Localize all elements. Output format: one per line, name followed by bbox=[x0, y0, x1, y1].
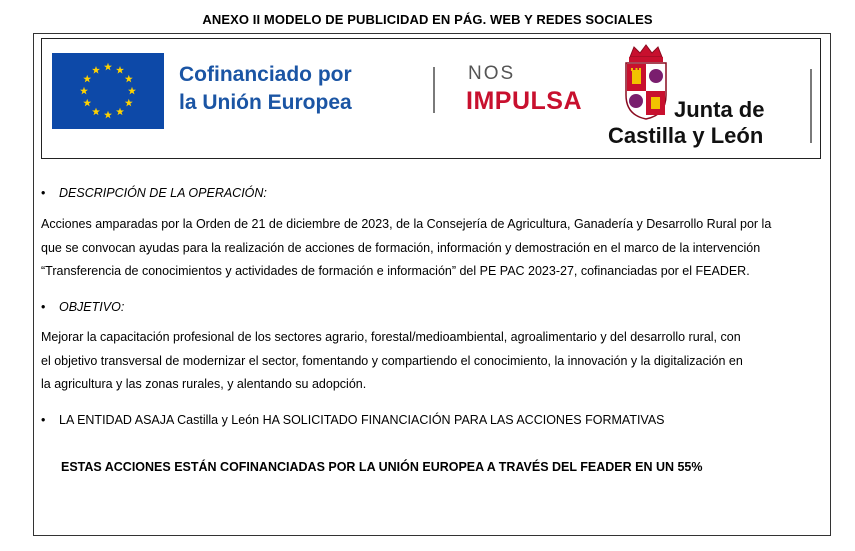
descripcion-line: que se convocan ayudas para la realización de acciones de formación, información y demostración en el marco de la intervención bbox=[41, 240, 761, 255]
descripcion-paragraph bbox=[41, 213, 855, 284]
logo-banner bbox=[41, 38, 821, 159]
jcyl-coat-of-arms-icon bbox=[620, 43, 672, 123]
entidad-suffix: HA SOLICITADO FINANCIACIÓN PARA LAS ACCIONES FORMATIVAS bbox=[259, 413, 665, 427]
impulsa-text: IMPULSA bbox=[466, 87, 582, 115]
objetivo-line: el objetivo transversal de modernizar el sector, fomentando y compartiendo el conocimiento, la innovación y la digitalización en bbox=[41, 353, 743, 368]
eu-cofinanciado-text bbox=[179, 61, 352, 117]
logo-separator bbox=[433, 67, 435, 113]
bullet-icon: • bbox=[41, 413, 46, 427]
bullet-icon: • bbox=[41, 186, 46, 200]
objetivo-heading-text: OBJETIVO: bbox=[59, 300, 125, 314]
objetivo-paragraph bbox=[41, 326, 855, 397]
descripcion-heading bbox=[41, 186, 267, 200]
eu-flag-icon bbox=[52, 53, 164, 129]
jcyl-text-line1: Junta de bbox=[674, 97, 765, 122]
jcyl-text-line2: Castilla y León bbox=[608, 123, 764, 148]
descripcion-line: Acciones amparadas por la Orden de 21 de diciembre de 2023, de la Consejería de Agricultura, Ganadería y Desarrollo Rural por la bbox=[41, 217, 772, 231]
nos-text: NOS bbox=[468, 63, 516, 84]
objetivo-line: Mejorar la capacitación profesional de los sectores agrario, forestal/medioambiental, agroalimentario y del desarrollo rural, con bbox=[41, 330, 741, 344]
logo-separator bbox=[810, 69, 812, 143]
eu-text-line1: Cofinanciado por bbox=[179, 63, 352, 86]
bullet-icon: • bbox=[41, 300, 46, 314]
entidad-statement bbox=[41, 413, 665, 427]
entidad-prefix: LA ENTIDAD bbox=[59, 413, 135, 427]
eu-text-line2: la Unión Europea bbox=[179, 91, 352, 114]
objetivo-heading bbox=[41, 300, 124, 314]
objetivo-line: la agricultura y las zonas rurales, y alentando su adopción. bbox=[41, 377, 367, 391]
descripcion-heading-text: DESCRIPCIÓN DE LA OPERACIÓN: bbox=[59, 186, 267, 200]
document-title: ANEXO II MODELO DE PUBLICIDAD EN PÁG. WEB Y REDES SOCIALES bbox=[202, 12, 653, 27]
entidad-name: ASAJA Castilla y León bbox=[134, 413, 260, 427]
descripcion-line: “Transferencia de conocimientos y actividades de formación e información” del PE PAC 2023-27, cofinanciadas por el FEADER. bbox=[41, 264, 750, 278]
cofinanciacion-statement: ESTAS ACCIONES ESTÁN COFINANCIADAS POR LA UNIÓN EUROPEA A TRAVÉS DEL FEADER EN UN 55% bbox=[61, 460, 703, 474]
